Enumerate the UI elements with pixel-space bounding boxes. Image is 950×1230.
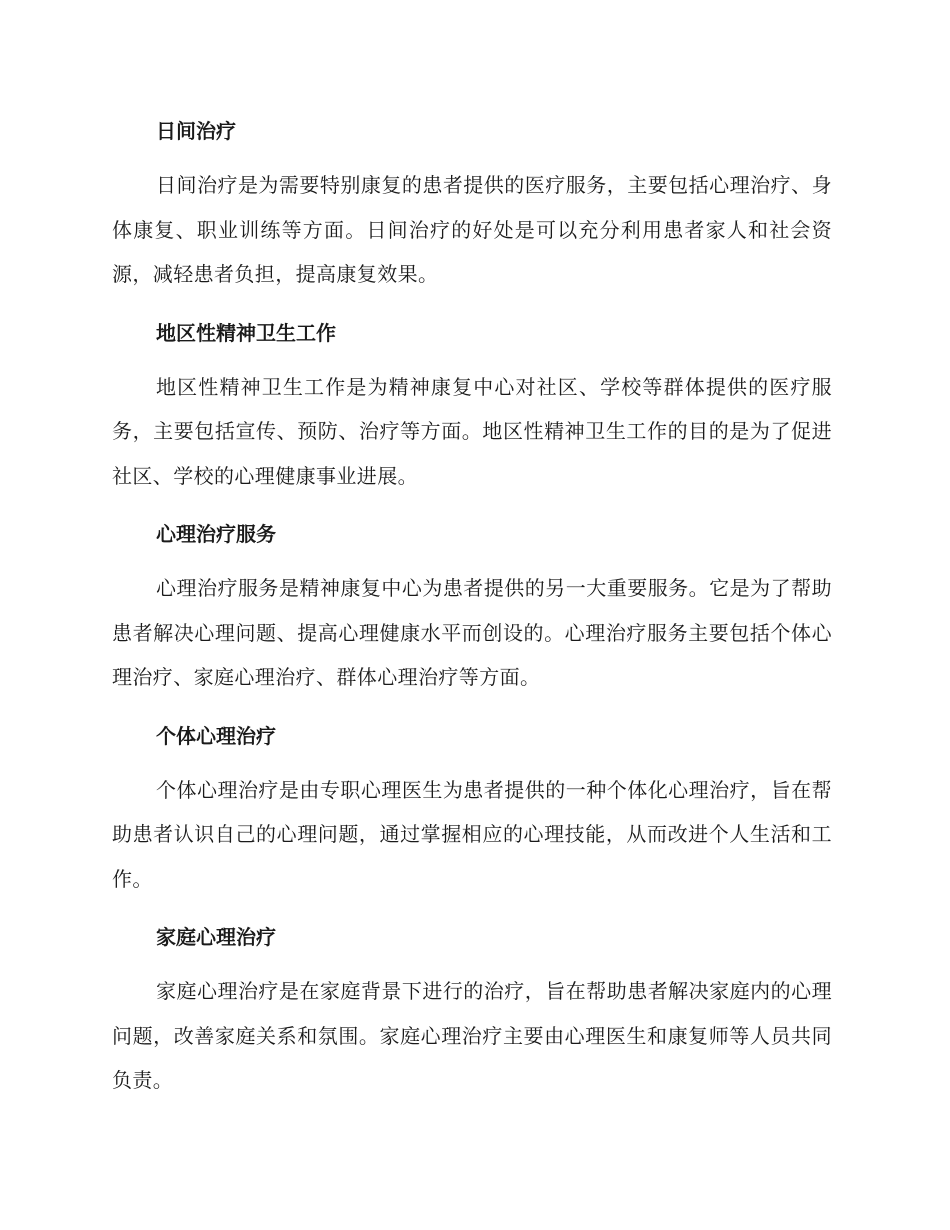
section-paragraph: 个体心理治疗是由专职心理医生为患者提供的一种个体化心理治疗，旨在帮助患者认识自己的心理问题，通过掌握相应的心理技能，从而改进个人生活和工作。	[112, 777, 832, 891]
section-psychotherapy-services	[112, 512, 832, 700]
section-day-treatment	[112, 109, 832, 297]
section-individual-psychotherapy	[112, 714, 832, 902]
section-heading: 日间治疗	[156, 119, 236, 143]
section-heading: 心理治疗服务	[156, 522, 276, 546]
section-heading: 个体心理治疗	[156, 723, 276, 748]
section-paragraph: 地区性精神卫生工作是为精神康复中心对社区、学校等群体提供的医疗服务，主要包括宣传、预防、治疗等方面。地区性精神卫生工作的目的是为了促进社区、学校的心理健康事业进展。	[112, 374, 832, 488]
section-paragraph: 心理治疗服务是精神康复中心为患者提供的另一大重要服务。它是为了帮助患者解决心理问题、提高心理健康水平而创设的。心理治疗服务主要包括个体心理治疗、家庭心理治疗、群体心理治疗等方面。	[112, 576, 832, 689]
section-paragraph: 家庭心理治疗是在家庭背景下进行的治疗，旨在帮助患者解决家庭内的心理问题，改善家庭关系和氛围。家庭心理治疗主要由心理医生和康复师等人员共同负责。	[112, 979, 832, 1092]
section-heading: 地区性精神卫生工作	[156, 320, 336, 345]
section-family-psychotherapy	[112, 915, 832, 1103]
document-content	[112, 109, 832, 1117]
section-paragraph: 日间治疗是为需要特别康复的患者提供的医疗服务，主要包括心理治疗、身体康复、职业训练等方面。日间治疗的好处是可以充分利用患者家人和社会资源，减轻患者负担，提高康复效果。	[112, 173, 832, 286]
section-regional-mental-health	[112, 311, 832, 499]
section-heading: 家庭心理治疗	[156, 925, 276, 949]
